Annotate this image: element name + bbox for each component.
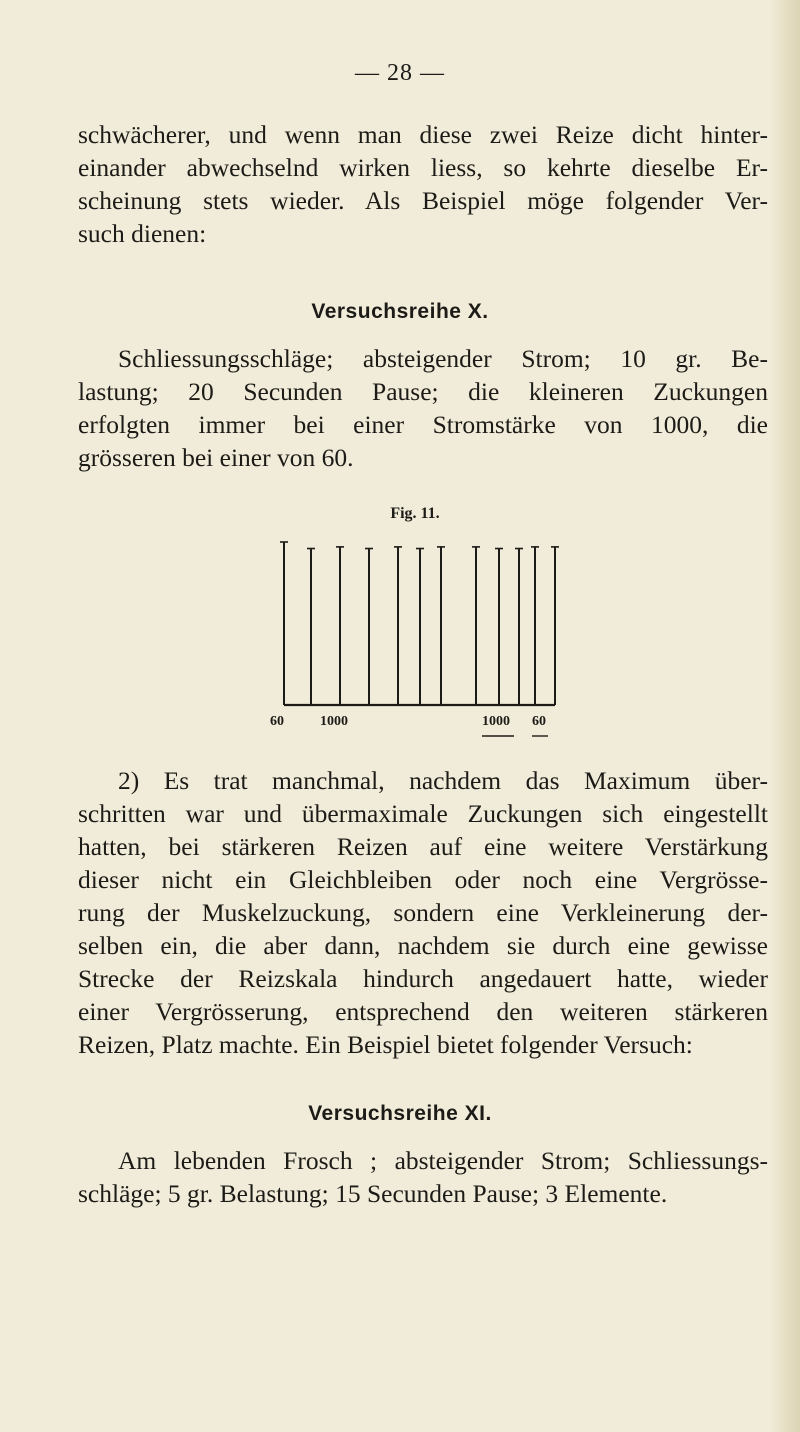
text-line: dieser nicht ein Gleichbleiben oder noch eine Vergrösse- [78,865,768,894]
text-line: lastung; 20 Secunden Pause; die kleineren Zuckungen [78,377,768,406]
group-label: 60 [270,714,284,729]
text-line: 2) Es trat manchmal, nachdem das Maximum über- [118,766,768,795]
text-line: schritten war und übermaximale Zuckungen sich eingestellt [78,799,768,828]
text-line: selben ein, die aber dann, nachdem sie durch eine gewisse [78,931,768,960]
page-number: — 28 — [355,60,445,86]
paragraph-2 [78,342,768,474]
text-line: such dienen: [78,219,207,248]
figure-caption: Fig. 11. [390,505,440,522]
paragraph-4 [78,1144,768,1210]
text-line: grösseren bei einer von 60. [78,443,354,472]
text-line: hatten, bei stärkeren Reizen auf eine weitere Verstärkung [78,832,768,861]
figure-11-chart [270,530,570,750]
page-edge-shadow [770,0,800,1432]
group-label: 1000 [320,714,348,729]
text-line: Schliessungsschläge; absteigender Strom; 10 gr. Be- [118,344,768,373]
group-label: 60 [532,714,546,729]
text-line: rung der Muskelzuckung, sondern eine Verkleinerung der- [78,898,768,927]
text-line: schwächerer, und wenn man diese zwei Reize dicht hinter- [78,120,768,149]
heading-versuchsreihe-xi: Versuchsreihe XI. [308,1102,492,1125]
text-line: schläge; 5 gr. Belastung; 15 Secunden Pause; 3 Elemente. [78,1179,668,1208]
text-line: einander abwechselnd wirken liess, so kehrte dieselbe Er- [78,153,768,182]
text-line: Strecke der Reizskala hindurch angedauert hatte, wieder [78,964,768,993]
heading-versuchsreihe-x: Versuchsreihe X. [311,300,489,323]
text-line: Am lebenden Frosch ; absteigender Strom; Schliessungs- [118,1146,768,1175]
text-line: Reizen, Platz machte. Ein Beispiel bietet folgender Versuch: [78,1030,693,1059]
text-line: scheinung stets wieder. Als Beispiel möge folgender Ver- [78,186,768,215]
paragraph-1 [78,118,768,250]
text-line: erfolgten immer bei einer Stromstärke von 1000, die [78,410,768,439]
paragraph-3 [78,764,768,1061]
group-label: 1000 [482,714,510,729]
text-line: einer Vergrösserung, entsprechend den weiteren stärkeren [78,997,768,1026]
